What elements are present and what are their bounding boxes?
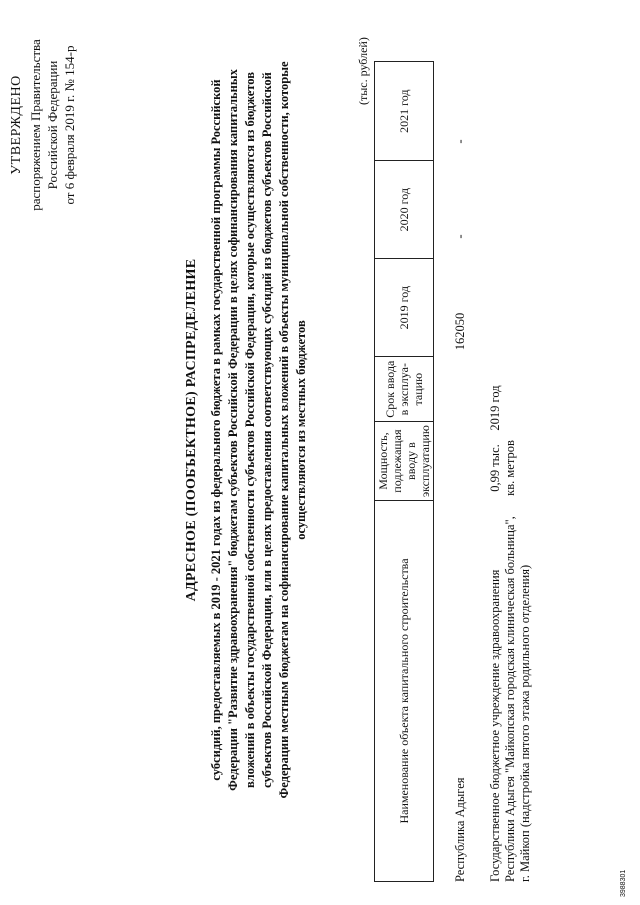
deadline-value: 2019 год — [488, 385, 502, 431]
title-main: АДРЕСНОЕ (ПООБЪЕКТНОЕ) РАСПРЕДЕЛЕНИЕ — [184, 258, 199, 602]
header-2020: 2020 год — [375, 161, 434, 259]
approval-heading: УТВЕРЖДЕНО — [9, 75, 24, 175]
institution-name: Государственное бюджетное учреждение здравоохранения Республики Адыгея "Майкопская городская клиническая больница", г. Майкоп (надстройка пятого этажа родильного отделения) — [488, 516, 532, 882]
distribution-table-header — [374, 61, 434, 882]
value-2021: - — [453, 139, 467, 144]
header-name: Наименование объекта капитального строительства — [375, 501, 434, 882]
header-2019: 2019 год — [375, 259, 434, 357]
approval-stamp — [8, 5, 78, 245]
value-2019: 162050 — [453, 312, 467, 351]
units-label: (тыс. рублей) — [356, 37, 370, 105]
document-number: 3988301 — [620, 869, 627, 897]
header-2021: 2021 год — [375, 62, 434, 161]
title-text: субсидий, предоставляемых в 2019 - 2021 годах из федерального бюджета в рамках государственной программы Российской Федерации "Развитие здравоохранения" бюджетам субъектов Российской Федерации в целях софинансирования капитальных вложений в объекты государственной собственности субъектов Российской Федерации, которые осуществляются из бюджетов субъектов Российской Федерации, или в целях предоставления соответствующих субсидий из бюджетов субъектов Российской Федерации местным бюджетам на софинансирование капитальных вложений в объекты муниципальной собственности, которые осуществляются из местных бюджетов — [209, 61, 308, 799]
value-2020: - — [453, 234, 467, 239]
document-title — [183, 50, 310, 810]
approval-line2: Российской Федерации — [45, 60, 60, 190]
approval-line1: распоряжением Правительства — [28, 39, 43, 211]
header-capacity: Мощность, подлежащая вводу в эксплуатацию — [375, 422, 434, 501]
region-row: Республика Адыгея — [453, 777, 467, 882]
approval-line3: от 6 февраля 2019 г. № 154-р — [62, 45, 77, 205]
table-body — [433, 22, 633, 882]
capacity-value: 0,99 тыс. кв. метров — [488, 440, 517, 496]
header-deadline: Срок ввода в эксплуа-тацию — [375, 357, 434, 422]
